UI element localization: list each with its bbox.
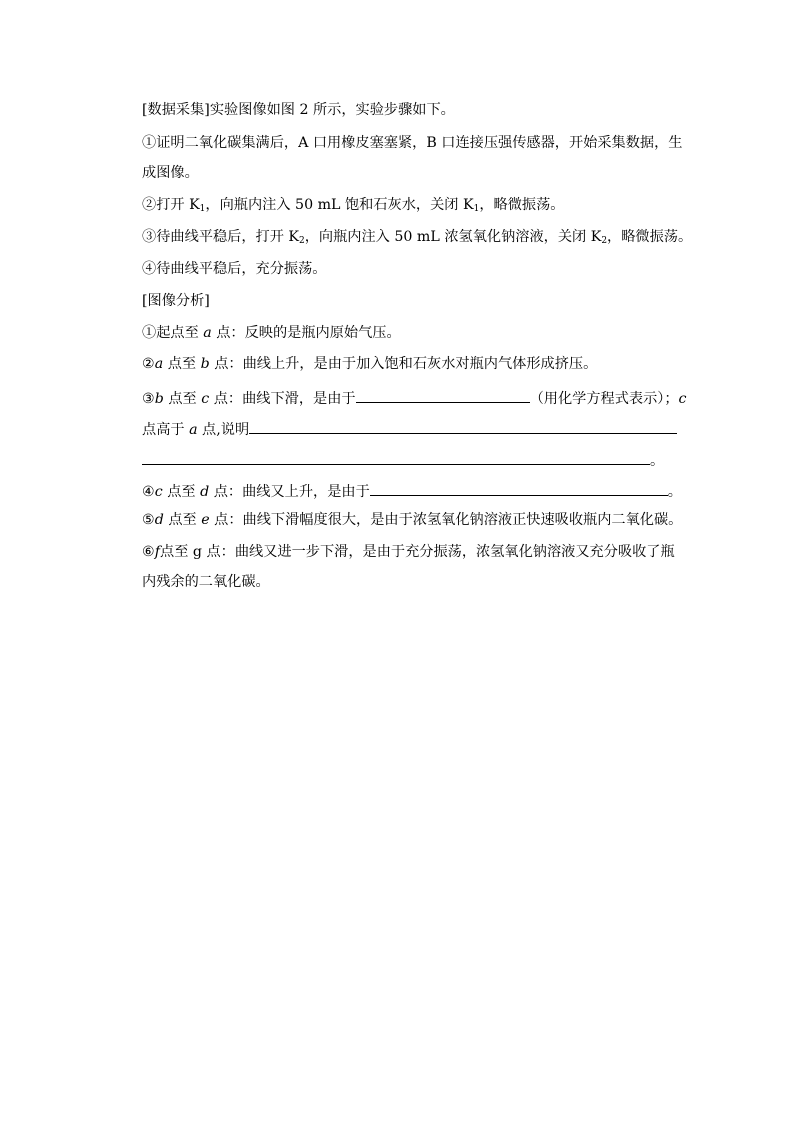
point-label: d	[200, 484, 210, 500]
text: ，向瓶内注入 50 mL 浓氢氧化钠溶液，关闭 K	[304, 229, 602, 245]
answer-blank[interactable]	[370, 479, 668, 496]
text: 点高于	[142, 422, 190, 438]
text: 点：曲线上升，是由于加入饱和石灰水对瓶内气体形成挤压。	[209, 356, 598, 372]
point-label: e	[201, 512, 210, 528]
analysis-3-line-2	[142, 417, 677, 440]
text: 点至	[162, 484, 201, 500]
text: ，略微振荡。	[607, 229, 693, 245]
subscript: 1	[199, 204, 206, 214]
text: ，略微振荡。	[479, 197, 565, 213]
point-label: a	[189, 422, 198, 438]
text: ③待曲线平稳后，打开 K	[142, 229, 299, 245]
step-2	[142, 195, 564, 215]
text: 点至	[163, 356, 201, 372]
subscript: 2	[299, 236, 305, 246]
analysis-2	[142, 354, 597, 374]
point-label: c	[154, 484, 163, 500]
analysis-1	[142, 323, 401, 343]
analysis-6-line-1	[142, 542, 675, 562]
data-collection-heading: [数据采集]实验图像如图 2 所示，实验步骤如下。	[142, 102, 455, 118]
point-label: a	[203, 325, 212, 341]
text: 点,说明	[197, 422, 250, 438]
answer-blank[interactable]	[356, 386, 530, 403]
text: 点：反映的是瓶内原始气压。	[211, 325, 401, 341]
text: ②	[142, 356, 155, 372]
text: 。	[650, 453, 665, 469]
text: ③	[142, 391, 155, 407]
text: 点至	[163, 512, 202, 528]
step-1-line-2: 成图像。	[142, 165, 199, 181]
analysis-4	[142, 479, 682, 502]
text: 点：曲线下滑幅度很大，是由于浓氢氧化钠溶液正快速吸收瓶内二氧化碳。	[209, 512, 683, 528]
subscript: 1	[473, 204, 480, 214]
step-3	[142, 227, 692, 247]
analysis-3-line-1	[142, 386, 687, 409]
text: 。	[667, 484, 682, 500]
point-label: c	[678, 391, 687, 407]
text: 点至 g 点：曲线又进一步下滑，是由于充分振荡，浓氢氧化钠溶液又充分吸收了瓶	[160, 544, 675, 560]
image-analysis-heading: [图像分析]	[142, 293, 210, 309]
text: 点：曲线下滑，是由于	[209, 391, 356, 407]
answer-blank[interactable]	[142, 448, 650, 465]
point-label: b	[200, 356, 210, 372]
analysis-3-line-3	[142, 448, 664, 471]
text: （用化学方程式表示）；	[529, 391, 679, 407]
text: ⑥	[142, 544, 155, 560]
text: ，向瓶内注入 50 mL 饱和石灰水，关闭 K	[205, 197, 474, 213]
point-label: c	[201, 391, 210, 407]
text: ①起点至	[142, 325, 204, 341]
text: 点至	[163, 391, 202, 407]
subscript: 2	[601, 236, 608, 246]
answer-blank[interactable]	[249, 417, 677, 434]
step-4: ④待曲线平稳后，充分振荡。	[142, 261, 327, 277]
point-label: b	[154, 391, 164, 407]
step-1-line-1: ①证明二氧化碳集满后，A 口用橡皮塞塞紧，B 口连接压强传感器，开始采集数据，生	[142, 135, 683, 151]
point-label: a	[154, 356, 164, 372]
text: ⑤	[142, 512, 155, 528]
analysis-5	[142, 510, 682, 530]
text: ②打开 K	[142, 197, 200, 213]
text: ④	[142, 484, 155, 500]
point-label: f	[154, 544, 160, 560]
analysis-6-line-2: 内残余的二氧化碳。	[142, 574, 270, 590]
point-label: d	[154, 512, 164, 528]
text: 点：曲线又上升，是由于	[209, 484, 370, 500]
